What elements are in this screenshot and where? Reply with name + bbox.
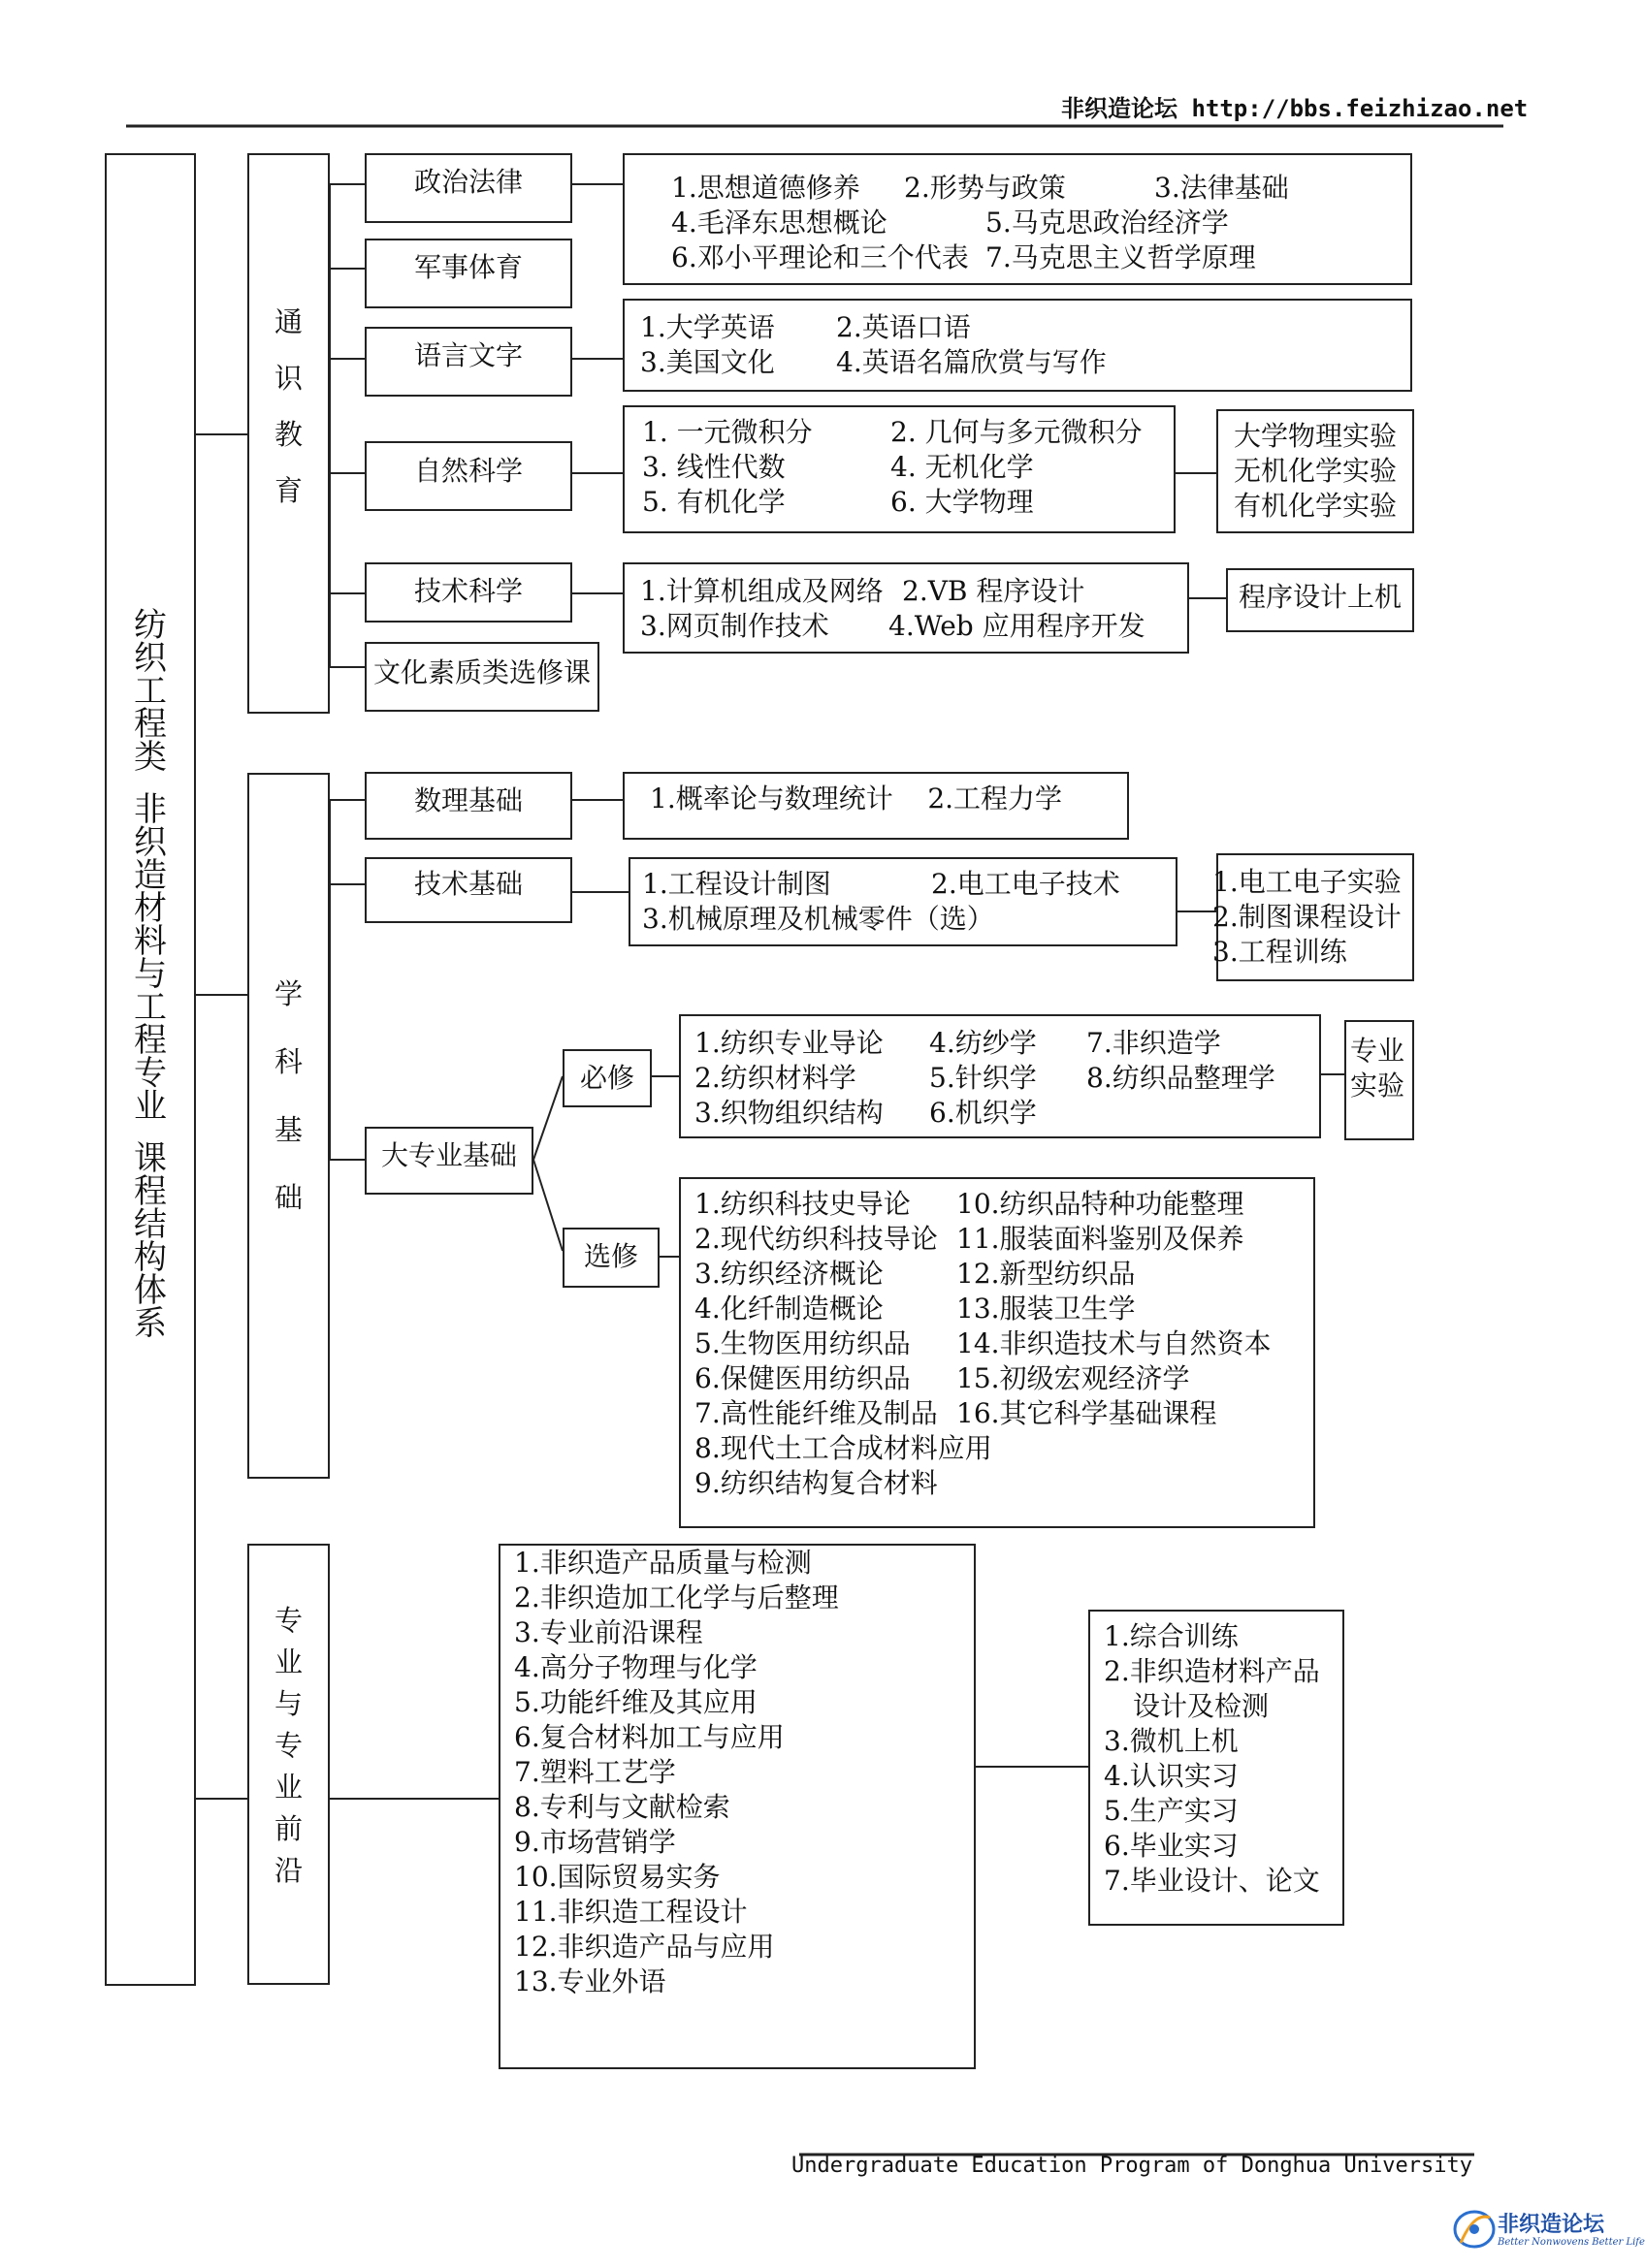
course: 3.纺织经济概论: [694, 1258, 884, 1290]
course: 7.高性能纤维及制品: [694, 1397, 938, 1429]
course: 7.非织造学: [1086, 1027, 1221, 1059]
course: 2.英语口语: [836, 311, 971, 343]
course: 1.纺织专业导论: [694, 1027, 884, 1059]
lab: 有机化学实验: [1234, 490, 1398, 522]
course: 5.功能纤维及其应用: [514, 1686, 758, 1718]
forum-logo[interactable]: [1451, 2204, 1645, 2262]
course: 3.织物组织结构: [694, 1097, 884, 1129]
lab: 2.制图课程设计: [1212, 901, 1402, 933]
course: 1.非织造产品质量与检测: [514, 1547, 812, 1579]
cat-language-label: 语言文字: [413, 339, 523, 371]
cat-math-label: 数理基础: [413, 784, 523, 816]
course: 10.纺织品特种功能整理: [956, 1188, 1244, 1220]
course: 6.邓小平理论和三个代表: [671, 241, 969, 273]
cat-bigbase-label: 大专业基础: [380, 1139, 517, 1171]
course: 4.化纤制造概论: [694, 1293, 884, 1325]
cat-tech-label: 技术科学: [413, 575, 523, 607]
course: 3.专业前沿课程: [514, 1616, 703, 1648]
logo-name: 非织造论坛: [1498, 2213, 1605, 2237]
course: 6.机织学: [929, 1097, 1037, 1129]
course: 2.形势与政策: [904, 172, 1066, 204]
course: 16.其它科学基础课程: [956, 1397, 1217, 1429]
practice-item: 4.认识实习: [1104, 1760, 1239, 1792]
course: 3.网页制作技术: [640, 610, 829, 642]
lab: 专业: [1350, 1035, 1405, 1067]
course: 4. 无机化学: [890, 451, 1034, 483]
course: 1.大学英语: [640, 311, 775, 343]
course: 4.纺纱学: [929, 1027, 1037, 1059]
course: 2.非织造加工化学与后整理: [514, 1581, 839, 1613]
course: 8.专利与文献检索: [514, 1791, 730, 1823]
section-general-label: 通 识 教 育: [274, 305, 303, 507]
course: 15.初级宏观经济学: [956, 1362, 1190, 1394]
course: 13.服装卫生学: [956, 1293, 1136, 1325]
lab: 无机化学实验: [1234, 455, 1398, 487]
lab: 3.工程训练: [1212, 936, 1347, 968]
course: 12.新型纺织品: [956, 1258, 1136, 1290]
course: 9.市场营销学: [514, 1826, 676, 1858]
course: 2. 几何与多元微积分: [890, 416, 1143, 448]
course: 6.复合材料加工与应用: [514, 1721, 785, 1753]
course: 3. 线性代数: [642, 451, 786, 483]
course: 6. 大学物理: [890, 486, 1034, 518]
cat-science-label: 自然科学: [413, 455, 523, 487]
course: 5.生物医用纺织品: [694, 1327, 911, 1359]
forum-header[interactable]: 非织造论坛 http://bbs.feizhizao.net: [1061, 95, 1529, 122]
course: 3.法律基础: [1154, 172, 1289, 204]
cat-military-label: 军事体育: [413, 251, 523, 283]
course: 3.机械原理及机械零件（选）: [642, 903, 994, 935]
course: 5.针织学: [929, 1062, 1037, 1094]
course: 8.纺织品整理学: [1086, 1062, 1275, 1094]
logo-slogan: Better Nonwovens Better Life: [1498, 2237, 1645, 2248]
tech-lab-label: 程序设计上机: [1238, 581, 1402, 613]
course: 1.计算机组成及网络: [640, 575, 884, 607]
practice-item: 7.毕业设计、论文: [1104, 1865, 1320, 1897]
course: 10.国际贸易实务: [514, 1861, 721, 1893]
course: 8.现代土工合成材料应用: [694, 1432, 992, 1464]
course: 1.思想道德修养: [671, 172, 860, 204]
course: 7.塑料工艺学: [514, 1756, 676, 1788]
section-discipline-label: 学 科 基 础: [274, 977, 303, 1214]
course: 2.电工电子技术: [931, 868, 1120, 900]
course: 4.Web 应用程序开发: [888, 610, 1145, 642]
cat-techbase-label: 技术基础: [413, 868, 523, 900]
lab: 1.电工电子实验: [1212, 866, 1402, 898]
course: 1.概率论与数理统计 2.工程力学: [650, 783, 1063, 815]
course: 4.高分子物理与化学: [514, 1651, 758, 1683]
course: 13.专业外语: [514, 1965, 666, 1997]
elective-label: 选修: [583, 1240, 638, 1272]
course: 11.非织造工程设计: [514, 1896, 748, 1928]
course: 11.服装面料鉴别及保养: [956, 1223, 1244, 1255]
footer-program: Undergraduate Education Program of Donghua University: [791, 2154, 1472, 2178]
course: 7.马克思主义哲学原理: [985, 241, 1256, 273]
lab: 大学物理实验: [1234, 420, 1398, 452]
course: 9.纺织结构复合材料: [694, 1467, 938, 1499]
practice-item: 6.毕业实习: [1104, 1830, 1239, 1862]
section-major-label: 专 业 与 专 业 前 沿: [274, 1604, 303, 1887]
required-label: 必修: [579, 1062, 634, 1094]
course: 1. 一元微积分: [642, 416, 813, 448]
course: 4.毛泽东思想概论: [671, 207, 887, 239]
course: 3.美国文化: [640, 346, 775, 378]
course: 4.英语名篇欣赏与写作: [836, 346, 1107, 378]
course: 2.现代纺织科技导论: [694, 1223, 938, 1255]
cat-culture-label: 文化素质类选修课: [372, 656, 591, 688]
course: 2.VB 程序设计: [902, 575, 1085, 607]
practice-item: 2.非织造材料产品: [1104, 1655, 1320, 1687]
practice-item: 3.微机上机: [1104, 1725, 1239, 1757]
practice-item: 5.生产实习: [1104, 1795, 1239, 1827]
course: 2.纺织材料学: [694, 1062, 856, 1094]
cat-politics-label: 政治法律: [413, 166, 523, 198]
practice-item: 设计及检测: [1133, 1690, 1270, 1722]
course: 1.工程设计制图: [642, 868, 831, 900]
lab: 实验: [1350, 1070, 1405, 1102]
course: 12.非织造产品与应用: [514, 1931, 775, 1963]
root-title: 纺 织 工 程 类 非 织 造 材 料 与 工 程 专 业 课 程 结 构 体 系: [134, 606, 167, 1343]
course: 6.保健医用纺织品: [694, 1362, 911, 1394]
course: 14.非织造技术与自然资本: [956, 1327, 1272, 1359]
course: 5.马克思政治经济学: [985, 207, 1229, 239]
course: 5. 有机化学: [642, 486, 786, 518]
course: 1.纺织科技史导论: [694, 1188, 911, 1220]
practice-item: 1.综合训练: [1104, 1620, 1239, 1652]
